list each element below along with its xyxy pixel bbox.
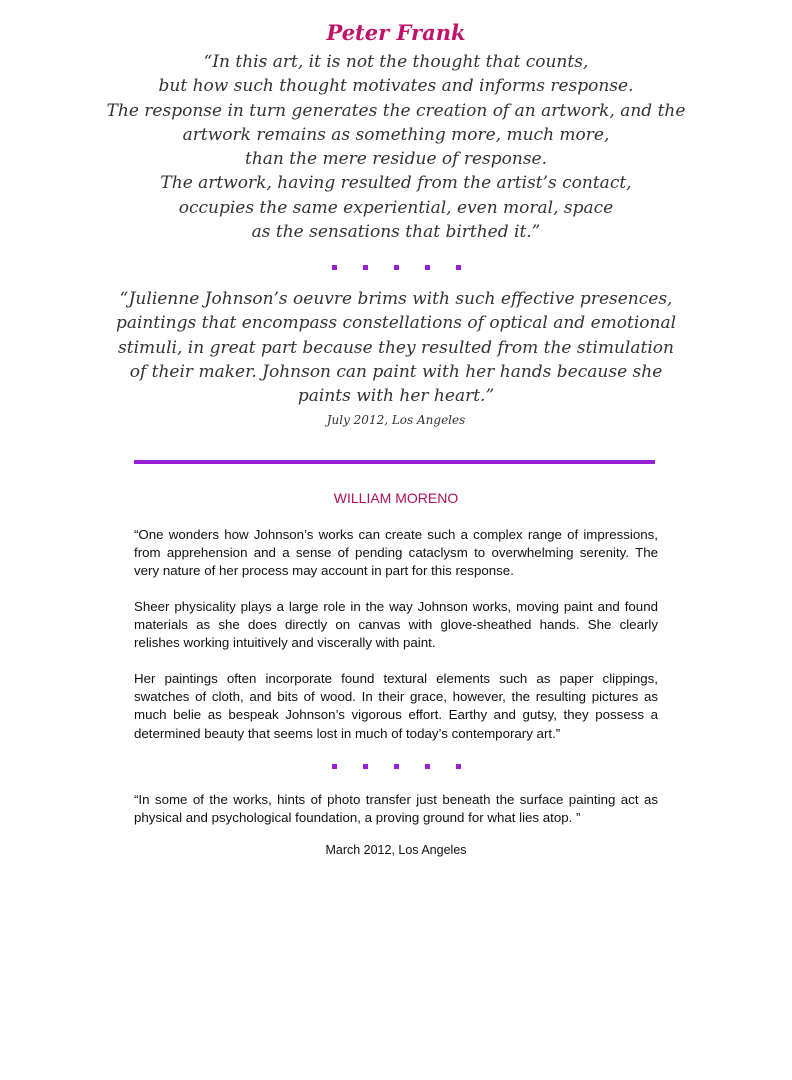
william-moreno-heading: WILLIAM MORENO — [333, 490, 459, 506]
peter-frank-quote-1 — [100, 50, 692, 244]
quote-line: The response in turn generates the creation of an artwork, and the — [106, 100, 686, 121]
separator-dot — [332, 265, 337, 270]
separator-dot — [332, 764, 337, 769]
quote-line: “In this art, it is not the thought that counts, — [203, 52, 589, 72]
quote-line: than the mere residue of response. — [244, 149, 548, 170]
separator-dot — [456, 764, 461, 769]
william-moreno-date: March 2012, Los Angeles — [325, 843, 467, 857]
separator-dot — [456, 265, 461, 270]
quote-line: artwork remains as something more, much more, — [182, 124, 610, 145]
quote-line: paints with her heart.” — [297, 386, 495, 407]
quote-line: “Julienne Johnson’s oeuvre brims with such effective presences, — [119, 289, 673, 309]
dot-separator — [0, 265, 792, 270]
peter-frank-quote-2 — [100, 287, 692, 408]
separator-dot — [363, 265, 368, 270]
separator-dot — [363, 764, 368, 769]
section-divider — [134, 460, 655, 464]
separator-dot — [394, 265, 399, 270]
moreno-paragraph: Sheer physicality plays a large role in the way Johnson works, moving paint and found materials as she does directly on canvas with glove-sheathed hands. She clearly relishes working intuitively and viscerally with paint. — [134, 599, 658, 651]
moreno-paragraph: “In some of the works, hints of photo transfer just beneath the surface painting act as physical and psychological foundation, a proving ground for what lies atop. ” — [134, 792, 658, 826]
quote-line: as the sensations that birthed it.” — [251, 222, 541, 243]
separator-dot — [425, 764, 430, 769]
moreno-paragraph: “One wonders how Johnson’s works can create such a complex range of impressions, from apprehension and a sense of pending cataclysm to overwhelming serenity. The very nature of her process may account in part for this response. — [134, 527, 658, 579]
separator-dot — [425, 265, 430, 270]
separator-dot — [394, 764, 399, 769]
moreno-paragraph: Her paintings often incorporate found textural elements such as paper clippings, swatches of cloth, and bits of wood. In their grace, however, the resulting pictures as much belie as bespeak Johnson’s vigorous effort. Earthy and gutsy, they possess a determined beauty that seems lost in much of today’s contemporary art.” — [134, 671, 658, 741]
peter-frank-heading: Peter Frank — [326, 20, 466, 45]
quote-line: of their maker. Johnson can paint with her hands because she — [129, 361, 663, 382]
quote-line: paintings that encompass constellations of optical and emotional — [115, 313, 677, 334]
quote-line: stimuli, in great part because they resulted from the stimulation — [118, 337, 674, 358]
quote-line: but how such thought motivates and informs response. — [158, 76, 634, 97]
dot-separator — [0, 764, 792, 769]
quote-line: The artwork, having resulted from the artist’s contact, — [160, 173, 632, 194]
quote-line: occupies the same experiential, even moral, space — [178, 197, 614, 218]
peter-frank-date: July 2012, Los Angeles — [326, 413, 466, 427]
